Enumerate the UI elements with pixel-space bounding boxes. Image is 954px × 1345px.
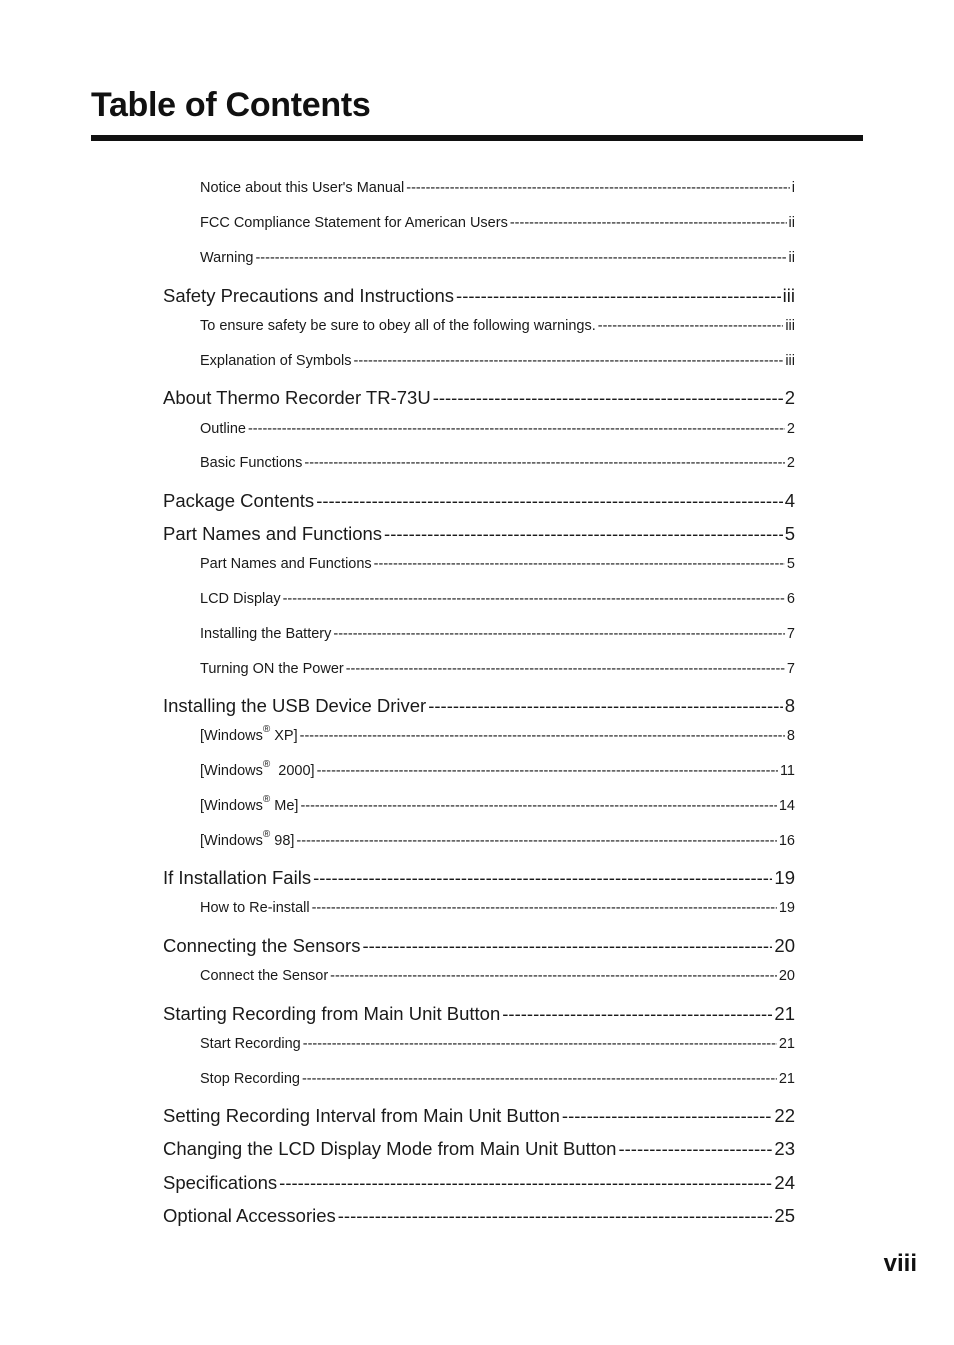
dot-leader	[248, 421, 785, 437]
toc-entry-label: Start Recording	[200, 1036, 301, 1052]
toc-section[interactable]	[163, 1105, 795, 1127]
toc-section-page: 19	[774, 867, 795, 888]
toc-section-label: If Installation Fails	[163, 867, 312, 888]
toc-section-page: 25	[774, 1205, 795, 1226]
toc-entry-page: 8	[786, 728, 795, 744]
page-title: Table of Contents	[91, 86, 371, 124]
toc-section[interactable]	[163, 935, 795, 957]
dot-leader	[312, 900, 777, 916]
toc-entry-label: Warning	[200, 250, 254, 266]
registered-mark: ®	[262, 794, 271, 806]
toc-entry-label: [Windows® 2000]	[200, 759, 315, 779]
toc-entry-label: Explanation of Symbols	[200, 353, 352, 369]
toc-section-label: Optional Accessories	[163, 1205, 336, 1226]
toc-section-page: 5	[784, 523, 795, 544]
toc-section-label: Setting Recording Interval from Main Unit Button	[163, 1105, 560, 1126]
toc-entry-page: 11	[779, 763, 795, 779]
dot-leader	[255, 250, 786, 266]
toc-section-label: Connecting the Sensors	[163, 935, 361, 956]
dot-leader	[330, 968, 777, 984]
dot-leader	[598, 318, 784, 334]
toc-section-page: iii	[782, 285, 795, 306]
toc-section-page: 23	[774, 1138, 795, 1159]
toc-entry[interactable]	[200, 455, 795, 471]
toc-entry-page: 2	[786, 455, 795, 471]
toc-entry-page: 19	[778, 900, 795, 916]
dot-leader	[562, 1105, 773, 1127]
toc-entry-label: How to Re-install	[200, 900, 310, 916]
toc-entry-page: ii	[788, 250, 795, 266]
dot-leader	[283, 591, 785, 607]
toc-section-page: 24	[774, 1172, 795, 1193]
dot-leader	[433, 387, 783, 409]
dot-leader	[384, 523, 783, 545]
toc-entry[interactable]	[200, 661, 795, 677]
toc-entry-label: [Windows® 98]	[200, 829, 295, 849]
toc-section[interactable]	[163, 1138, 795, 1160]
toc-entry-page: iii	[785, 353, 795, 369]
toc-entry[interactable]	[200, 250, 795, 266]
toc-entry[interactable]	[200, 759, 795, 779]
toc-entry[interactable]	[200, 900, 795, 916]
dot-leader	[338, 1205, 773, 1227]
toc-section-page: 2	[784, 387, 795, 408]
toc-entry-page: 6	[786, 591, 795, 607]
dot-leader	[279, 1172, 772, 1194]
toc-entry[interactable]	[200, 829, 795, 849]
toc-entry[interactable]	[200, 626, 795, 642]
toc-entry-label: Connect the Sensor	[200, 968, 329, 984]
toc-entry-page: ii	[788, 215, 795, 231]
dot-leader	[354, 353, 784, 369]
toc-entry[interactable]	[200, 421, 795, 437]
toc-section-label: Specifications	[163, 1172, 278, 1193]
toc-entry-label: Outline	[200, 421, 246, 437]
dot-leader	[300, 798, 776, 814]
title-rule	[91, 135, 863, 141]
toc-section-page: 22	[774, 1105, 795, 1126]
toc-entry-label: Part Names and Functions	[200, 556, 372, 572]
toc-entry-page: 7	[786, 626, 795, 642]
registered-mark: ®	[262, 829, 271, 841]
registered-mark: ®	[262, 724, 271, 736]
toc-section[interactable]	[163, 490, 795, 512]
toc-section-label: Part Names and Functions	[163, 523, 383, 544]
toc-entry-page: 21	[778, 1071, 795, 1087]
registered-mark: ®	[262, 759, 271, 771]
toc-entry-label: LCD Display	[200, 591, 281, 607]
toc-entry[interactable]	[200, 215, 795, 231]
toc-entry-label: [Windows® XP]	[200, 724, 298, 744]
dot-leader	[302, 1071, 777, 1087]
toc-section-page: 4	[784, 490, 795, 511]
dot-leader	[303, 1036, 777, 1052]
dot-leader	[618, 1138, 772, 1160]
toc-entry[interactable]	[200, 318, 795, 334]
dot-leader	[406, 180, 790, 196]
toc-section[interactable]	[163, 523, 795, 545]
toc-entry[interactable]	[200, 968, 795, 984]
dot-leader	[316, 490, 783, 512]
toc-section-label: Safety Precautions and Instructions	[163, 285, 455, 306]
toc-entry-label: Stop Recording	[200, 1071, 300, 1087]
toc-entry-label: Basic Functions	[200, 455, 303, 471]
toc-section[interactable]	[163, 387, 795, 409]
toc-section-label: Package Contents	[163, 490, 315, 511]
toc-section-label: Changing the LCD Display Mode from Main Unit Button	[163, 1138, 617, 1159]
toc-entry-label: FCC Compliance Statement for American Users	[200, 215, 508, 231]
dot-leader	[362, 935, 772, 957]
toc-entry-label: To ensure safety be sure to obey all of the following warnings.	[200, 318, 596, 334]
toc-entry-page: 14	[778, 798, 795, 814]
toc-entry-page: i	[791, 180, 795, 196]
dot-leader	[317, 763, 778, 779]
dot-leader	[333, 626, 785, 642]
toc-entry[interactable]	[200, 556, 795, 572]
toc-entry-page: 20	[778, 968, 795, 984]
toc-entry-page: 2	[786, 421, 795, 437]
dot-leader	[428, 695, 782, 717]
toc-entry-page: 16	[778, 833, 795, 849]
toc-entry[interactable]	[200, 1071, 795, 1087]
dot-leader	[510, 215, 787, 231]
dot-leader	[456, 285, 781, 307]
toc-entry[interactable]	[200, 724, 795, 744]
dot-leader	[374, 556, 785, 572]
toc-entry-label: Installing the Battery	[200, 626, 332, 642]
toc-section[interactable]	[163, 1172, 795, 1194]
toc-section[interactable]	[163, 695, 795, 717]
toc-entry-label: Notice about this User's Manual	[200, 180, 405, 196]
toc-entry-page: 7	[786, 661, 795, 677]
toc-entry[interactable]	[200, 794, 795, 814]
toc-section-page: 20	[774, 935, 795, 956]
toc-entry[interactable]	[200, 1036, 795, 1052]
toc-entry-label: [Windows® Me]	[200, 794, 299, 814]
dot-leader	[300, 728, 785, 744]
page-number: viii	[883, 1250, 917, 1277]
toc-section-page: 21	[774, 1003, 795, 1024]
toc-entry[interactable]	[200, 180, 795, 196]
toc-section[interactable]	[163, 285, 795, 307]
toc-section-label: About Thermo Recorder TR-73U	[163, 387, 431, 408]
dot-leader	[296, 833, 776, 849]
dot-leader	[304, 455, 785, 471]
toc-section-label: Installing the USB Device Driver	[163, 695, 427, 716]
toc-section[interactable]	[163, 867, 795, 889]
toc-entry-page: 21	[778, 1036, 795, 1052]
toc-section-page: 8	[784, 695, 795, 716]
dot-leader	[502, 1003, 772, 1025]
toc-section[interactable]	[163, 1205, 795, 1227]
toc-entry-page: 5	[786, 556, 795, 572]
toc-entry[interactable]	[200, 353, 795, 369]
toc-entry-page: iii	[785, 318, 795, 334]
toc-section-label: Starting Recording from Main Unit Button	[163, 1003, 501, 1024]
toc-entry-label: Turning ON the Power	[200, 661, 344, 677]
toc-entry[interactable]	[200, 591, 795, 607]
toc-section[interactable]	[163, 1003, 795, 1025]
dot-leader	[313, 867, 772, 889]
dot-leader	[346, 661, 785, 677]
